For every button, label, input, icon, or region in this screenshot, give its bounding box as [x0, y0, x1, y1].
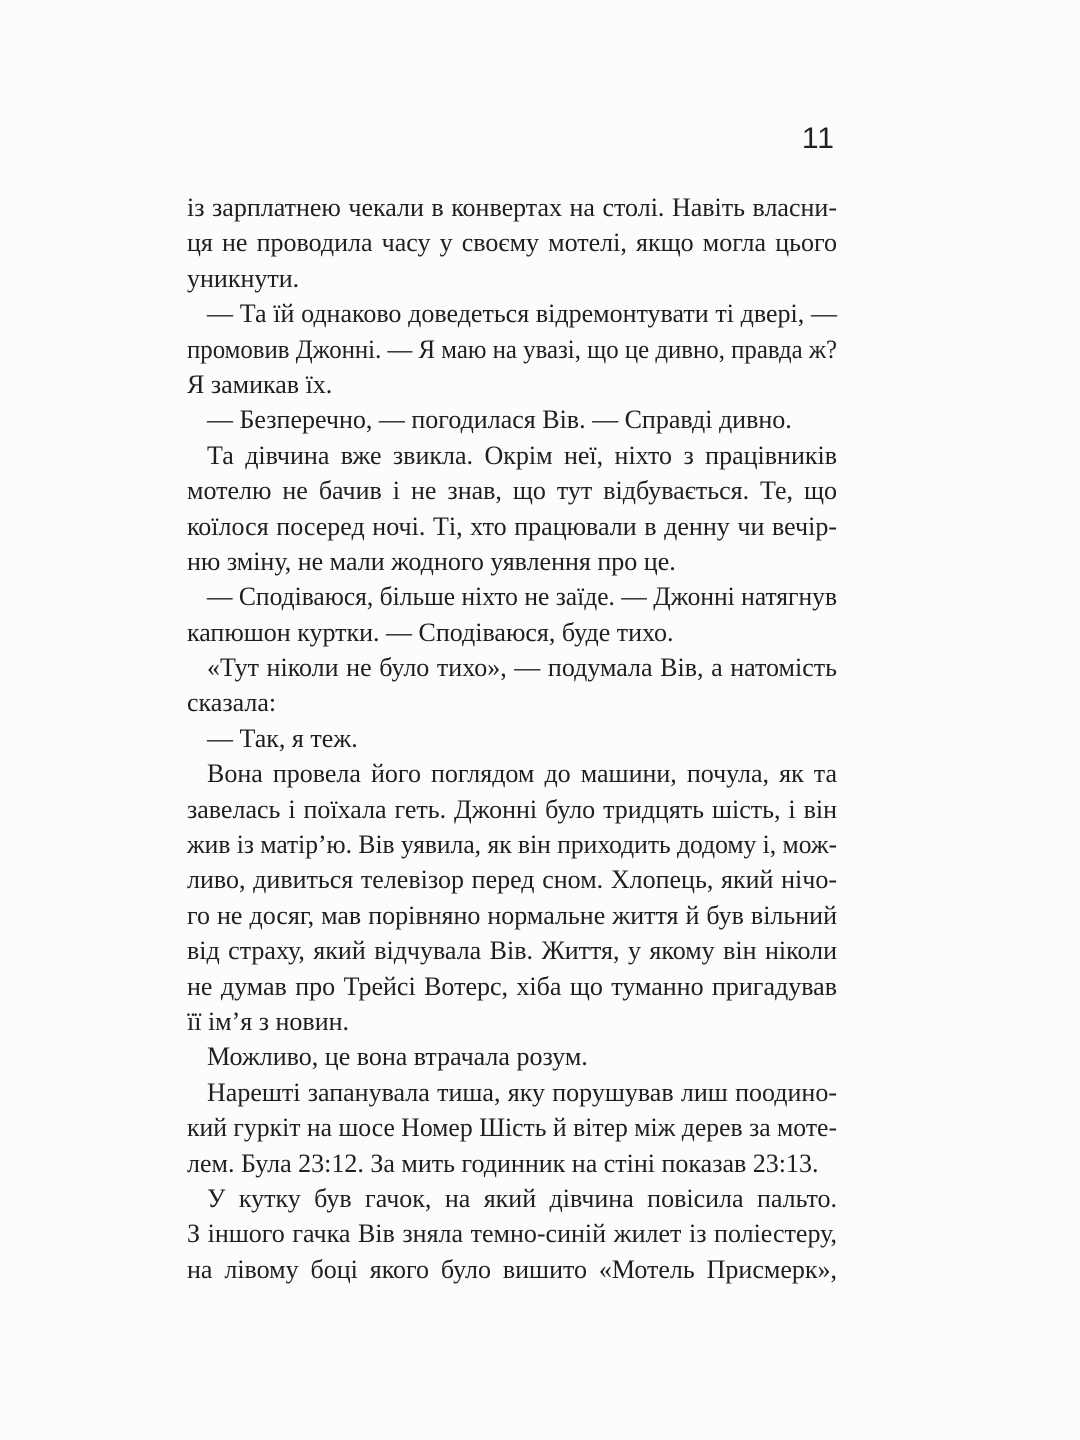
text-line-content: від страху, який відчувала Вів. Життя, у якому він ніколи [187, 936, 837, 966]
text-line-content: Я замикав їх. [187, 369, 333, 399]
text-line-content: З іншого гачка Вів зняла темно-синій жилет із поліестеру, [187, 1219, 837, 1249]
text-line [187, 1110, 837, 1145]
text-line [187, 367, 837, 402]
text-line-content: промовив Джонні. — Я маю на увазі, що це дивно, правда ж? [187, 334, 837, 364]
text-line [187, 898, 837, 933]
text-line-content: — Безперечно, — погодилася Вів. — Справді дивно. [207, 405, 792, 435]
text-line-content: — Сподіваюся, більше ніхто не заїде. — Джонні натягнув [207, 582, 837, 612]
text-line [187, 402, 837, 437]
page-number: 11 [801, 122, 835, 155]
text-line [187, 190, 837, 225]
text-line [187, 261, 837, 296]
paragraph [187, 756, 837, 1039]
text-line-content: лем. Була 23:12. За мить годинник на стіні показав 23:13. [187, 1148, 819, 1178]
text-line [187, 1039, 837, 1074]
text-line [187, 225, 837, 260]
text-line-content: Нарешті запанувала тиша, яку порушував лиш поодино- [207, 1077, 837, 1107]
paragraph [187, 1181, 837, 1287]
paragraph [187, 579, 837, 650]
text-line-content: жив із матір’ю. Вів уявила, як він приходить додому і, мож- [187, 830, 837, 860]
text-line [187, 579, 837, 614]
paragraph [187, 721, 837, 756]
text-line [187, 473, 837, 508]
text-line [187, 296, 837, 331]
text-line [187, 969, 837, 1004]
text-line-content: капюшон куртки. — Сподіваюся, буде тихо. [187, 617, 674, 647]
text-line [187, 509, 837, 544]
paragraph [187, 296, 837, 402]
text-line [187, 438, 837, 473]
text-line-content: на лівому боці якого було вишито «Мотель Присмерк», [187, 1254, 837, 1284]
text-line [187, 756, 837, 791]
paragraph [187, 402, 837, 437]
text-line [187, 1075, 837, 1110]
paragraph [187, 650, 837, 721]
text-line [187, 827, 837, 862]
text-line-content: уникнути. [187, 263, 300, 293]
text-line [187, 792, 837, 827]
text-line [187, 933, 837, 968]
paragraph [187, 438, 837, 580]
text-line-content: — Та їй однаково доведеться відремонтувати ті двері, — [207, 299, 837, 329]
text-line-content: ливо, дивиться телевізор перед сном. Хлопець, який нічо- [187, 865, 837, 895]
text-line [187, 1004, 837, 1039]
text-line-content: Вона провела його поглядом до машини, почула, як та [207, 759, 837, 789]
text-line [187, 650, 837, 685]
text-line [187, 862, 837, 897]
paragraph [187, 190, 837, 296]
paragraph [187, 1039, 837, 1074]
text-line [187, 685, 837, 720]
text-line-content: не думав про Трейсі Вотерс, хіба що туманно пригадував [187, 971, 837, 1001]
text-line-content: У кутку був гачок, на який дівчина повісила пальто. [207, 1183, 837, 1213]
text-line-content: Можливо, це вона втрачала розум. [207, 1042, 588, 1072]
text-line-content: із зарплатнею чекали в конвертах на столі. Навіть власни- [187, 193, 837, 222]
text-line [187, 544, 837, 579]
text-line-content: «Тут ніколи не було тихо», — подумала Вів, а натомість [207, 653, 837, 683]
text-line [187, 1216, 837, 1251]
text-line-content: ця не проводила часу у своєму мотелі, якщо могла цього [187, 228, 837, 258]
text-line [187, 721, 837, 756]
text-line-content: її ім’я з новин. [187, 1006, 350, 1036]
text-line-content: мотелю не бачив і не знав, що тут відбувається. Те, що [187, 476, 837, 506]
text-line-content: кий гуркіт на шосе Номер Шість й вітер між дерев за моте- [187, 1113, 837, 1143]
text-line [187, 1181, 837, 1216]
page-body [187, 190, 837, 1287]
text-line-content: го не досяг, мав порівняно нормальне життя й був вільний [187, 900, 837, 930]
text-line-content: сказала: [187, 688, 277, 718]
text-line-content: ню зміну, не мали жодного уявлення про це. [187, 546, 676, 576]
text-line-content: завелась і поїхала геть. Джонні було тридцять шість, і він [187, 794, 837, 824]
text-line [187, 1146, 837, 1181]
text-line [187, 615, 837, 650]
paragraph [187, 1075, 837, 1181]
text-line-content: — Так, я теж. [207, 723, 358, 753]
text-line [187, 1252, 837, 1287]
text-line-content: Та дівчина вже звикла. Окрім неї, ніхто з працівників [207, 440, 837, 470]
text-line [187, 332, 837, 367]
text-line-content: коїлося посеред ночі. Ті, хто працювали в денну чи вечір- [187, 511, 837, 541]
